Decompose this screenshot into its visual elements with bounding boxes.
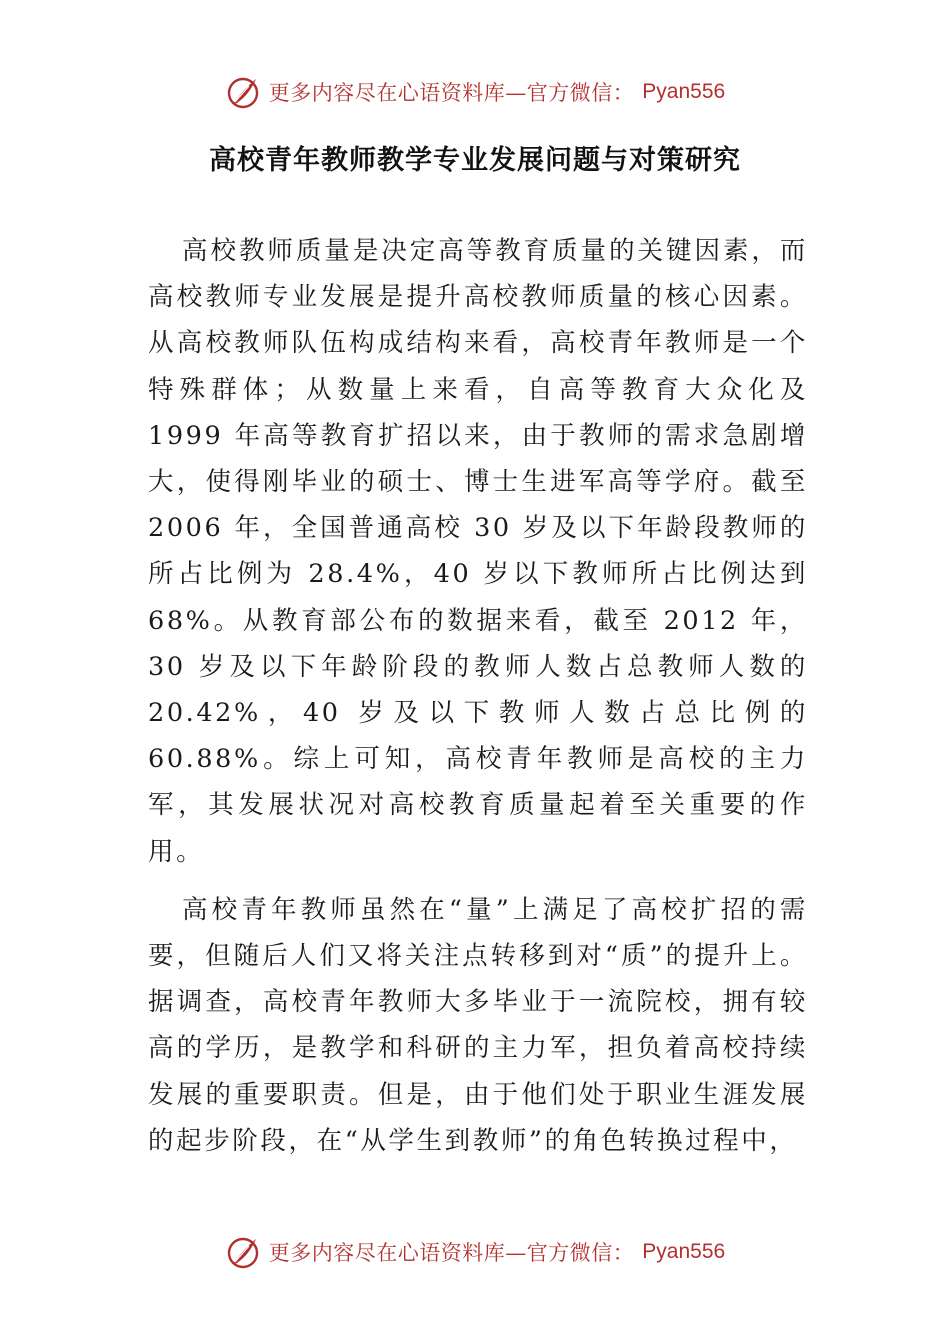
watermark-text: 更多内容尽在心语资料库—官方微信： bbox=[268, 1241, 635, 1265]
watermark-wechat-id: Pyan556 bbox=[642, 80, 726, 103]
document-title: 高校青年教师教学专业发展问题与对策研究 bbox=[209, 145, 741, 176]
paragraph: 高校教师质量是决定高等教育质量的关键因素，而高校教师专业发展是提升高校教师质量的核心因素。从高校教师队伍构成结构来看，高校青年教师是一个特殊群体；从数量上来看，自高等教育大众化及 1999 年高等教育扩招以来，由于教师的需求急剧增大，使得刚毕业的硕士、博士生进军高等学府。截至 2006 年，全国普通高校 30 岁及以下年龄段教师的所占比例为 28.4%，40 岁以下教师所占比例达到 68%。从教育部公布的数据来看，截至 2012 年，30 岁及以下年龄阶段的教师人数占总教师人数的 20.42%，40 岁及以下教师人数占总比例的 60.88%。综上可知，高校青年教师是高校的主力军，其发展状况对高校教育质量起着至关重要的作用。 bbox=[148, 236, 808, 867]
footer-watermark bbox=[0, 1230, 950, 1274]
header-watermark bbox=[0, 70, 950, 114]
watermark-text: 更多内容尽在心语资料库—官方微信： bbox=[268, 81, 635, 105]
feather-logo-icon bbox=[225, 1234, 261, 1270]
feather-logo-icon bbox=[225, 74, 261, 110]
document-body bbox=[148, 228, 808, 1176]
watermark-wechat-id: Pyan556 bbox=[642, 1240, 726, 1263]
paragraph: 高校青年教师虽然在“量”上满足了高校扩招的需要，但随后人们又将关注点转移到对“质”的提升上。据调查，高校青年教师大多毕业于一流院校，拥有较高的学历，是教学和科研的主力军，担负着高校持续发展的重要职责。但是，由于他们处于职业生涯发展的起步阶段，在“从学生到教师”的角色转换过程中， bbox=[148, 894, 808, 1156]
